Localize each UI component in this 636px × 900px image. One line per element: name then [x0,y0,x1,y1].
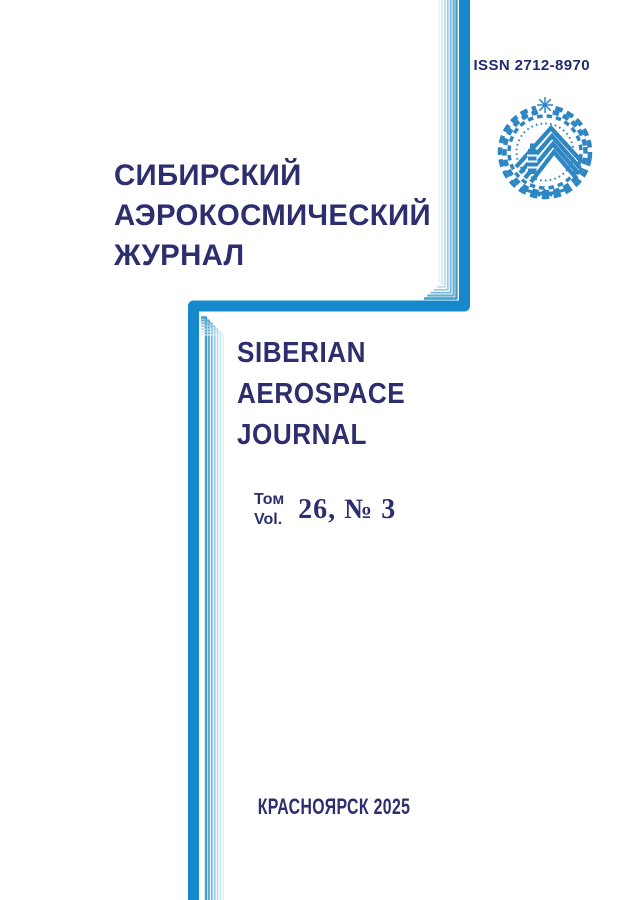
journal-title-ru [114,156,431,276]
echo-line [427,0,453,296]
title-ru-line: АЭРОКОСМИЧЕСКИЙ [114,199,431,232]
title-en-line: AEROSPACE [237,378,406,410]
title-ru-line: СИБИРСКИЙ [114,159,302,192]
title-en-line: JOURNAL [237,419,367,451]
journal-title-en [237,333,405,456]
echo-line [201,318,206,900]
volume-number: 26, № 3 [298,494,397,525]
volume-info [254,490,396,530]
echo-line [437,0,445,287]
mountain-stripes [516,128,582,182]
echo-line [441,0,443,284]
snowflake-star-icon [537,97,553,113]
journal-emblem-icon [494,95,596,207]
volume-labels [254,490,284,530]
title-ru-line: ЖУРНАЛ [114,239,245,272]
echo-line [434,0,448,290]
volume-label-ru: Том [254,491,285,508]
issn-label: ISSN 2712-8970 [473,57,590,74]
title-en-line: SIBERIAN [237,337,367,369]
volume-label-en: Vol. [254,511,283,528]
rocket-tower [527,144,538,175]
imprint-city-year: КРАСНОЯРСК 2025 [257,794,411,819]
